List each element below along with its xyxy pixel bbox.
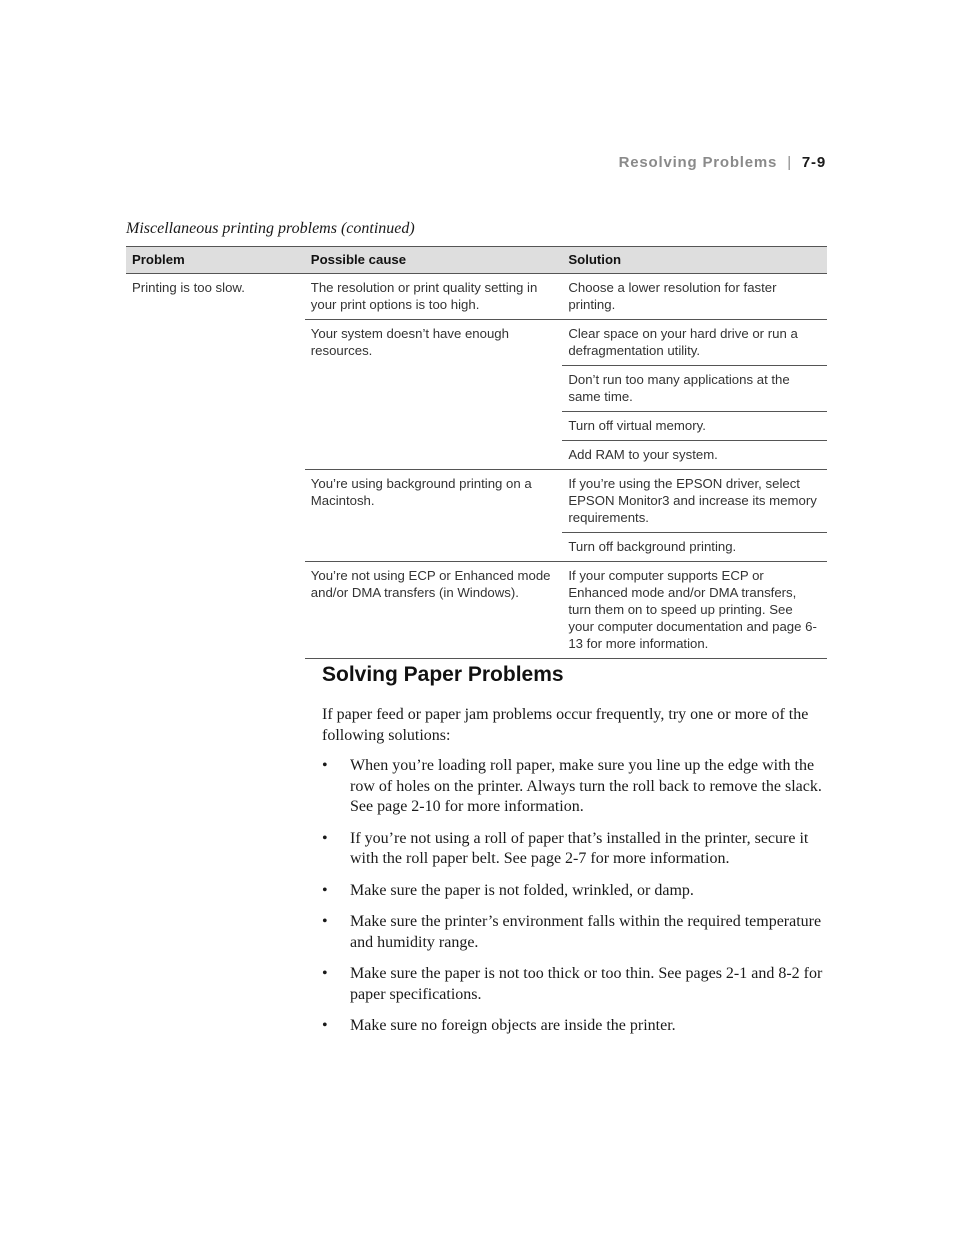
page-number: 7-9 — [801, 154, 826, 171]
list-item — [322, 756, 828, 818]
solutions-list — [322, 756, 828, 1048]
solution-cell: Turn off virtual memory. — [562, 412, 827, 441]
list-item-text: If you’re not using a roll of paper that’s installed in the printer, secure it with the roll paper belt. See page 2-7 for more information. — [350, 829, 809, 867]
section-heading: Solving Paper Problems — [322, 663, 564, 686]
problem-cell: Printing is too slow. — [132, 280, 245, 295]
column-header-solution: Solution — [562, 247, 827, 274]
bullet-icon: • — [322, 881, 328, 899]
solution-cell: Add RAM to your system. — [562, 441, 827, 470]
cause-cell: The resolution or print quality setting in your print options is too high. — [305, 274, 563, 320]
cause-cell: You’re using background printing on a Macintosh. — [305, 470, 563, 562]
column-header-cause: Possible cause — [305, 247, 563, 274]
header-separator: | — [787, 154, 792, 171]
solution-cell: If you’re using the EPSON driver, select EPSON Monitor3 and increase its memory requirements. — [562, 470, 827, 533]
solution-cell: Clear space on your hard drive or run a defragmentation utility. — [562, 320, 827, 366]
list-item — [322, 829, 828, 870]
section-intro: If paper feed or paper jam problems occur frequently, try one or more of the following solutions: — [322, 706, 809, 744]
running-header — [619, 154, 826, 171]
cause-cell: You’re not using ECP or Enhanced mode and/or DMA transfers (in Windows). — [310, 568, 551, 600]
bullet-icon: • — [322, 1017, 328, 1034]
list-item — [322, 964, 828, 1005]
table-header-row — [126, 247, 827, 274]
list-item-text: Make sure the paper is not folded, wrinkled, or damp. — [350, 881, 694, 899]
header-section-title: Resolving Problems — [618, 154, 778, 171]
solution-cell: If your computer supports ECP or Enhanced mode and/or DMA transfers, turn them on to speed up printing. See your computer documentation and page 6-13 for more information. — [568, 568, 817, 651]
list-item — [322, 881, 828, 902]
list-item-text: When you’re loading roll paper, make sure you line up the edge with the row of holes on the printer. Always turn the roll back to remove the slack. See page 2-10 for more information. — [350, 757, 822, 815]
solution-cell: Turn off background printing. — [562, 533, 827, 562]
cause-cell: Your system doesn’t have enough resources. — [305, 320, 563, 470]
list-item-text: Make sure the paper is not too thick or too thin. See pages 2-1 and 8-2 for paper specifications. — [350, 965, 823, 1003]
bullet-icon: • — [322, 757, 328, 774]
bullet-icon: • — [322, 829, 328, 847]
solution-cell: Choose a lower resolution for faster printing. — [562, 274, 827, 320]
bullet-icon: • — [322, 965, 328, 982]
table-caption: Miscellaneous printing problems (continued) — [126, 220, 415, 237]
list-item — [322, 912, 828, 953]
column-header-problem: Problem — [126, 247, 305, 274]
bullet-icon: • — [322, 913, 328, 930]
list-item-text: Make sure the printer’s environment falls within the required temperature and humidity range. — [350, 913, 822, 951]
solution-cell: Don’t run too many applications at the same time. — [562, 366, 827, 412]
list-item — [322, 1016, 828, 1037]
list-item-text: Make sure no foreign objects are inside the printer. — [350, 1017, 676, 1034]
problems-table — [126, 246, 827, 659]
table-row — [126, 274, 827, 320]
